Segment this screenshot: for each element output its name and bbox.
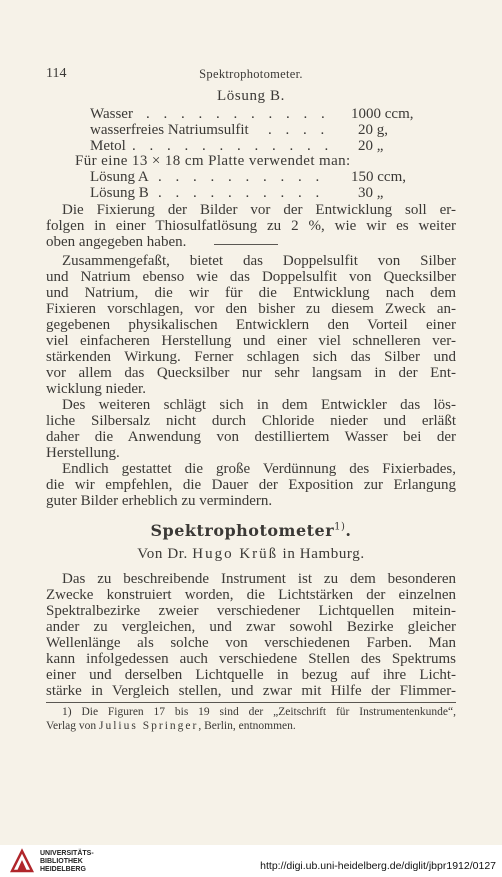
- text-line: daher die Anwendung von destilliertem Wasser bei der: [46, 429, 456, 445]
- running-head: Spektrophotometer.: [199, 67, 303, 81]
- recipe-b-title: Lösung B.: [217, 88, 285, 104]
- text-line: Fixieren vorschlagen, vor den bisher zu diesem Zweck an-: [46, 301, 456, 317]
- recipe-row-amount: 20 „: [358, 138, 384, 154]
- separator-rule: [214, 244, 278, 245]
- plate-intro: Für eine 13 × 18 cm Platte verwendet man:: [75, 153, 351, 169]
- byline: [0, 546, 502, 563]
- text-line: und Natrium, die wir für die Entwicklung nach dem: [46, 285, 456, 301]
- author-name: Hugo Krüß: [192, 546, 279, 562]
- section-title: [0, 521, 502, 540]
- section-title-text: Spektrophotometer: [150, 521, 335, 540]
- mix-row-label: Lösung B: [90, 185, 149, 201]
- footnote-marker: 1): [334, 521, 346, 533]
- leader-dots: . . . .: [268, 122, 330, 138]
- text-line: folgen in einer Thiosulfatlösung zu 2 %, wie wir es weiter: [46, 218, 456, 234]
- text-line: guter Bilder erheblich zu vermindern.: [46, 493, 273, 509]
- recipe-row-amount: 20 g,: [358, 122, 388, 138]
- footnote-rule: [46, 702, 456, 703]
- recipe-row-label: Wasser: [90, 106, 133, 122]
- footnote-line: [46, 720, 456, 732]
- text-line: stärkenden Wirkung. Ferner schlagen sich das Silber und: [46, 349, 456, 365]
- leader-dots: . . . . . . . . . . .: [146, 106, 330, 122]
- leader-dots: . . . . . . . . . .: [158, 185, 325, 201]
- page-number: 114: [46, 66, 67, 81]
- mix-row-amount: 30 „: [358, 185, 384, 201]
- footnote-line: 1) Die Figuren 17 bis 19 sind der „Zeitschrift für Instrumentenkunde“,: [62, 706, 456, 718]
- text-line: Die Fixierung der Bilder vor der Entwicklung soll er-: [62, 202, 456, 218]
- text-line: und Natrium ebenso wie das Doppelsulfit von Quecksilber: [46, 269, 456, 285]
- mix-row-label: Lösung A: [90, 169, 149, 185]
- text-line: Spektralbezirke zweier verschiedener Lichtquellen mitein-: [46, 603, 456, 619]
- text-line: oben angegeben haben.: [46, 234, 187, 250]
- publisher-name: Julius Springer: [99, 720, 199, 732]
- text-line: vor allem das Quecksilber nur sehr langsam in der Ent-: [46, 365, 456, 381]
- mix-row-amount: 150 ccm,: [351, 169, 406, 185]
- text-line: Endlich gestattet die große Verdünnung des Fixierbades,: [62, 461, 456, 477]
- text-line: Zwecke konstruiert worden, die Lichtstärken der einzelnen: [46, 587, 456, 603]
- leader-dots: . . . . . . . . . .: [158, 169, 325, 185]
- library-logo-icon[interactable]: [8, 847, 36, 875]
- logo-line: UNIVERSITÄTS-: [40, 850, 94, 857]
- section-title-period: .: [345, 521, 352, 540]
- text-line: Des weiteren schlägt sich in dem Entwickler das lös-: [62, 397, 456, 413]
- logo-line: BIBLIOTHEK: [40, 858, 83, 865]
- logo-line: HEIDELBERG: [40, 866, 86, 873]
- recipe-row-label: wasserfreies Natriumsulfit: [90, 122, 249, 138]
- text-line: liche Silbersalz nicht durch Chloride nieder und erläßt: [46, 413, 456, 429]
- text-line: kann infolgedessen auch verschiedene Stellen des Spektrums: [46, 651, 456, 667]
- text-line: Wellenlänge als solche von verschiedenen Farben. Man: [46, 635, 456, 651]
- text-line: gegebenen physikalischen Entwicklern den Vorteil einer: [46, 317, 456, 333]
- byline-suffix: in Hamburg.: [282, 546, 365, 562]
- text-line: Das zu beschreibende Instrument ist zu dem besonderen: [62, 571, 456, 587]
- leader-dots: . . . . . . . . . . . .: [132, 138, 334, 154]
- byline-prefix: Von Dr.: [137, 546, 188, 562]
- footnote-suffix: , Berlin, entnommen.: [198, 720, 296, 732]
- text-line: Zusammengefaßt, bietet das Doppelsulfit von Silber: [62, 253, 456, 269]
- source-url-link[interactable]: http://digi.ub.uni-heidelberg.de/diglit/jbpr1912/0127: [260, 860, 496, 872]
- text-line: wicklung nieder.: [46, 381, 146, 397]
- library-logo-text: [40, 850, 94, 874]
- text-line: stärke in Vergleich stellen, und zwar mit Hilfe der Flimmer-: [46, 683, 456, 699]
- recipe-row-amount: 1000 ccm,: [351, 106, 414, 122]
- text-line: viel einfacheren Herstellung und einer viel schnelleren ver-: [46, 333, 456, 349]
- text-line: die wir empfehlen, die Dauer der Exposition zur Erlangung: [46, 477, 456, 493]
- text-line: ander zu vergleichen, und zwar sowohl Bezirke gleicher: [46, 619, 456, 635]
- text-line: einer und derselben Lichtquelle in bezug auf ihre Licht-: [46, 667, 456, 683]
- recipe-row-label: Metol: [90, 138, 126, 154]
- text-line: Herstellung.: [46, 445, 120, 461]
- footnote-prefix: Verlag von: [46, 720, 97, 732]
